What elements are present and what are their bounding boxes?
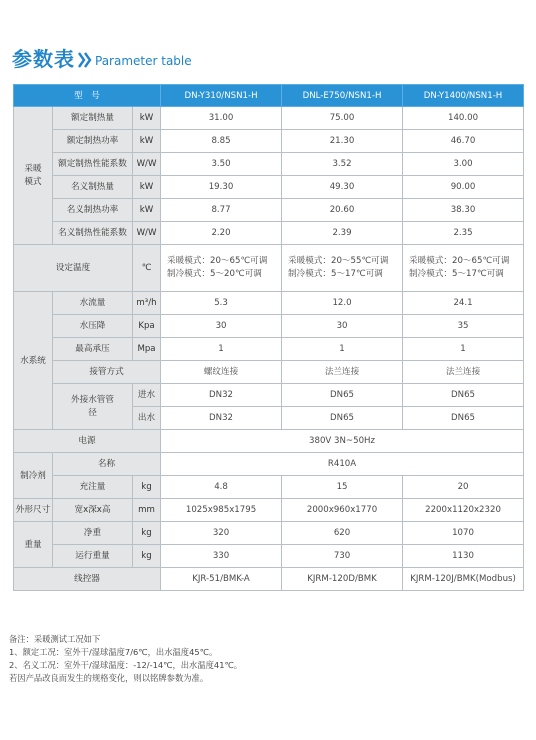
row-label: 净重 <box>53 522 133 545</box>
cell-value: 1130 <box>403 545 524 568</box>
table-row-set-temp <box>14 245 524 292</box>
cell-value: 35 <box>403 315 524 338</box>
cell-value: 90.00 <box>403 176 524 199</box>
cell-value: 法兰连接 <box>282 361 403 384</box>
row-unit: W/W <box>133 222 161 245</box>
header-model-3: DN-Y1400/NSN1-H <box>403 85 524 107</box>
table-row <box>14 199 524 222</box>
cell-value: 螺纹连接 <box>161 361 282 384</box>
table-row <box>14 107 524 130</box>
group-dimensions: 外形尺寸 <box>14 499 53 522</box>
cell-value: 620 <box>282 522 403 545</box>
row-label: 线控器 <box>14 568 161 591</box>
cell-value: DN65 <box>282 407 403 430</box>
note-line: 1、额定工况：室外干/湿球温度7/6℃，出水温度45℃。 <box>9 647 218 657</box>
table-row-power <box>14 430 524 453</box>
cell-value: DN65 <box>282 384 403 407</box>
cell-value: 75.00 <box>282 107 403 130</box>
row-unit: Mpa <box>133 338 161 361</box>
cell-value: 2.35 <box>403 222 524 245</box>
cell-value: 330 <box>161 545 282 568</box>
table-row <box>14 499 524 522</box>
cell-value: 140.00 <box>403 107 524 130</box>
cell-value: 2200x1120x2320 <box>403 499 524 522</box>
row-label: 额定制热量 <box>53 107 133 130</box>
notes <box>9 633 242 685</box>
table-header-row <box>14 85 524 107</box>
parameter-table <box>13 84 524 591</box>
cell-value: 46.70 <box>403 130 524 153</box>
cell-value: 2.20 <box>161 222 282 245</box>
row-unit: kW <box>133 107 161 130</box>
table-row <box>14 176 524 199</box>
cell-value: 1 <box>161 338 282 361</box>
cell-value: 19.30 <box>161 176 282 199</box>
cell-value: 采暖模式：20～65℃可调 制冷模式：5～17℃可调 <box>403 245 524 292</box>
row-label: 名称 <box>53 453 161 476</box>
title-en: Parameter table <box>95 54 192 68</box>
row-label: 名义制热量 <box>53 176 133 199</box>
title-cn: 参数表 <box>12 47 75 71</box>
row-unit: kW <box>133 176 161 199</box>
row-unit: kg <box>133 476 161 499</box>
row-label: 设定温度 <box>14 245 133 292</box>
cell-value: R410A <box>161 453 524 476</box>
table-row <box>14 315 524 338</box>
cell-value: 30 <box>282 315 403 338</box>
cell-value: 2.39 <box>282 222 403 245</box>
row-label: 名义制热功率 <box>53 199 133 222</box>
cell-value: DN65 <box>403 384 524 407</box>
cell-value: 12.0 <box>282 292 403 315</box>
table-row <box>14 453 524 476</box>
cell-value: 1025x985x1795 <box>161 499 282 522</box>
row-label: 额定制热性能系数 <box>53 153 133 176</box>
cell-value: 1 <box>282 338 403 361</box>
header-model-label: 型 号 <box>14 85 161 107</box>
table-row <box>14 222 524 245</box>
cell-value: 4.8 <box>161 476 282 499</box>
cell-value: KJRM-120J/BMK(Modbus) <box>403 568 524 591</box>
table-row-controller <box>14 568 524 591</box>
row-unit-inlet: 进水 <box>133 384 161 407</box>
row-label: 名义制热性能系数 <box>53 222 133 245</box>
row-unit: kW <box>133 130 161 153</box>
cell-value: DN32 <box>161 384 282 407</box>
row-unit: Kpa <box>133 315 161 338</box>
cell-value: 3.00 <box>403 153 524 176</box>
row-unit-outlet: 出水 <box>133 407 161 430</box>
header-model-2: DNL-E750/NSN1-H <box>282 85 403 107</box>
row-unit: kg <box>133 545 161 568</box>
table-row <box>14 522 524 545</box>
row-unit: m³/h <box>133 292 161 315</box>
group-heating: 采暖模式 <box>14 107 53 245</box>
cell-value: 20.60 <box>282 199 403 222</box>
group-refrigerant: 制冷剂 <box>14 453 53 499</box>
group-water-system: 水系统 <box>14 292 53 430</box>
note-line: 2、名义工况：室外干/湿球温度：-12/-14℃，出水温度41℃。 <box>9 660 243 670</box>
cell-value: KJR-51/BMK-A <box>161 568 282 591</box>
cell-value: 21.30 <box>282 130 403 153</box>
table-row <box>14 153 524 176</box>
header-model-1: DN-Y310/NSN1-H <box>161 85 282 107</box>
note-line: 备注：采暖测试工况如下 <box>9 634 101 644</box>
cell-value: 1070 <box>403 522 524 545</box>
cell-value: 2000x960x1770 <box>282 499 403 522</box>
cell-value: 8.85 <box>161 130 282 153</box>
table-row <box>14 361 524 384</box>
table-row <box>14 476 524 499</box>
table-row <box>14 130 524 153</box>
row-label: 水压降 <box>53 315 133 338</box>
note-line: 若因产品改良而发生的规格变化，则以铭牌参数为准。 <box>9 673 209 683</box>
cell-value: 38.30 <box>403 199 524 222</box>
double-chevron-right-icon <box>78 51 92 69</box>
cell-value: 3.52 <box>282 153 403 176</box>
cell-value: 3.50 <box>161 153 282 176</box>
cell-value: 20 <box>403 476 524 499</box>
row-label-pipe: 外接水管管径 <box>53 384 133 430</box>
cell-value: 采暖模式：20～55℃可调 制冷模式：5～17℃可调 <box>282 245 403 292</box>
group-weight: 重量 <box>14 522 53 568</box>
row-label: 运行重量 <box>53 545 133 568</box>
cell-value: DN32 <box>161 407 282 430</box>
row-label: 宽x深x高 <box>53 499 133 522</box>
cell-value: 15 <box>282 476 403 499</box>
row-label: 电源 <box>14 430 161 453</box>
table-row <box>14 338 524 361</box>
row-label: 接管方式 <box>53 361 161 384</box>
row-label: 水流量 <box>53 292 133 315</box>
cell-value: 380V 3N~50Hz <box>161 430 524 453</box>
cell-value: 法兰连接 <box>403 361 524 384</box>
cell-value: 采暖模式：20～65℃可调 制冷模式：5～20℃可调 <box>161 245 282 292</box>
page-title <box>12 44 192 70</box>
cell-value: DN65 <box>403 407 524 430</box>
row-label: 最高承压 <box>53 338 133 361</box>
cell-value: 730 <box>282 545 403 568</box>
row-unit: ℃ <box>133 245 161 292</box>
row-label: 充注量 <box>53 476 133 499</box>
table-row <box>14 384 524 407</box>
cell-value: 5.3 <box>161 292 282 315</box>
cell-value: 24.1 <box>403 292 524 315</box>
table-row <box>14 545 524 568</box>
table-row <box>14 292 524 315</box>
cell-value: 320 <box>161 522 282 545</box>
row-label: 额定制热功率 <box>53 130 133 153</box>
cell-value: 8.77 <box>161 199 282 222</box>
row-unit: mm <box>133 499 161 522</box>
cell-value: 49.30 <box>282 176 403 199</box>
row-unit: kg <box>133 522 161 545</box>
cell-value: 31.00 <box>161 107 282 130</box>
cell-value: 1 <box>403 338 524 361</box>
cell-value: 30 <box>161 315 282 338</box>
row-unit: kW <box>133 199 161 222</box>
cell-value: KJRM-120D/BMK <box>282 568 403 591</box>
row-unit: W/W <box>133 153 161 176</box>
